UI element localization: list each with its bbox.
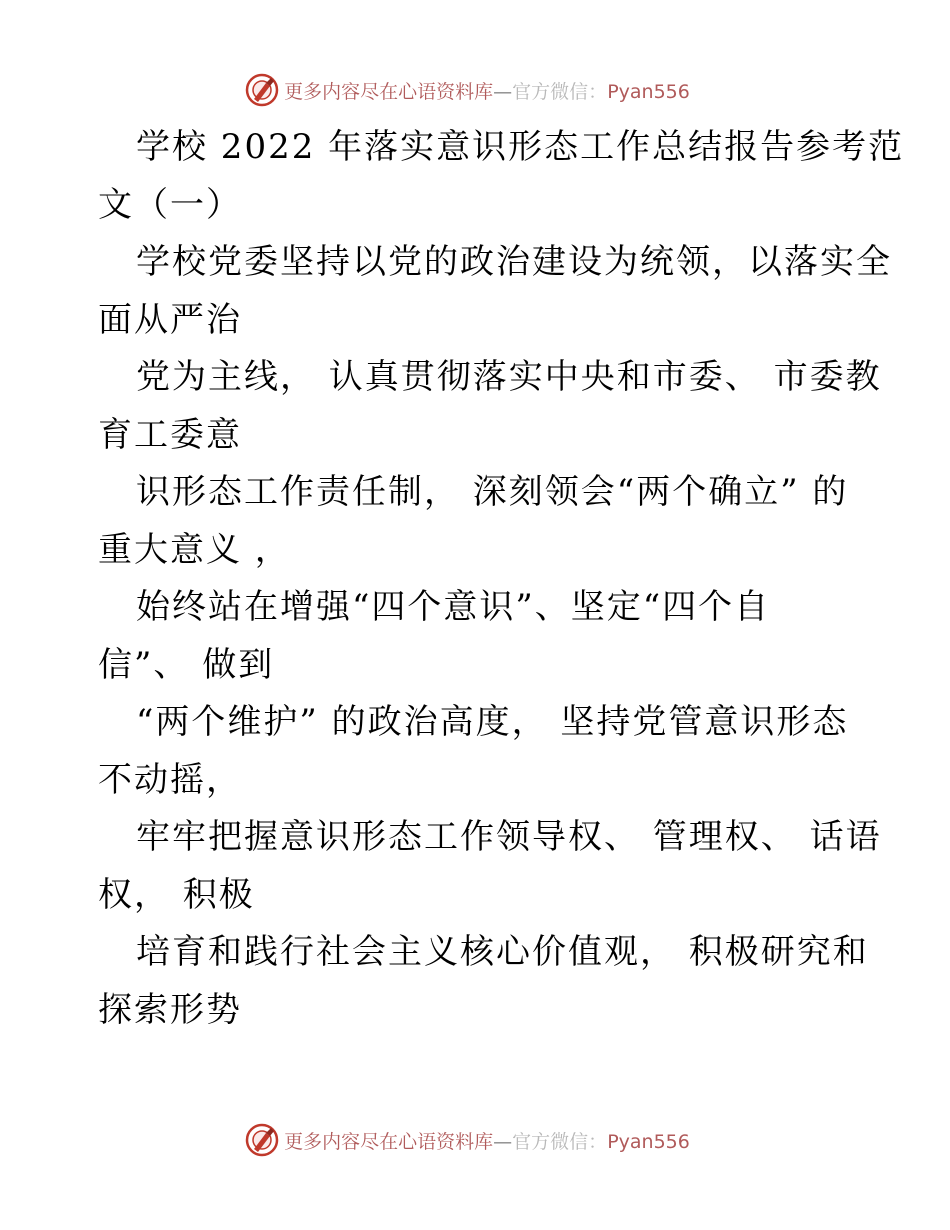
text-line: 学校党委坚持以党的政治建设为统领，以落实全 — [136, 242, 892, 282]
text-line: 党为主线， 认真贯彻落实中央和市委、 市委教 — [136, 357, 882, 397]
banner-text — [284, 1127, 690, 1154]
banner-main-text: 更多内容尽在心语资料库 — [284, 1130, 494, 1153]
banner-main-text: 更多内容尽在心语资料库 — [284, 80, 494, 103]
text-line: 培育和践行社会主义核心价值观， 积极研究和 — [136, 932, 869, 972]
banner-wechat-label: 官方微信： — [512, 1130, 608, 1153]
banner-dash: — — [493, 1130, 513, 1153]
pen-nib-logo-icon — [244, 1122, 280, 1158]
text-line: 信”、 做到 — [98, 644, 275, 685]
header-banner-content — [244, 72, 690, 108]
text-line: 重大意义 ， — [98, 529, 291, 570]
text-line: 权， 积极 — [98, 874, 255, 915]
footer-banner — [0, 1120, 950, 1160]
banner-wechat-id: Pyan556 — [607, 80, 690, 103]
banner-wechat-id: Pyan556 — [607, 1130, 690, 1153]
text-line: 面从严治 — [98, 299, 242, 340]
banner-text — [284, 77, 690, 104]
text-line: 文（一） — [98, 184, 242, 225]
text-line: 牢牢把握意识形态工作领导权、 管理权、 话语 — [136, 817, 882, 857]
text-line: 育工委意 — [98, 414, 242, 455]
text-line: 识形态工作责任制， 深刻领会“两个确立” 的 — [136, 472, 849, 512]
text-line: 始终站在增强“四个意识”、坚定“四个自 — [136, 587, 771, 627]
text-line: 不动摇， — [98, 759, 242, 800]
text-line: 学校 2022 年落实意识形态工作总结报告参考范 — [136, 127, 905, 167]
header-banner — [0, 70, 950, 110]
footer-banner-content — [244, 1122, 690, 1158]
text-line: “两个维护” 的政治高度， 坚持党管意识形态 — [136, 702, 849, 742]
pen-nib-logo-icon — [244, 72, 280, 108]
banner-wechat-label: 官方微信： — [512, 80, 608, 103]
banner-dash: — — [493, 80, 513, 103]
document-body — [98, 119, 905, 1039]
text-line: 探索形势 — [98, 989, 242, 1030]
